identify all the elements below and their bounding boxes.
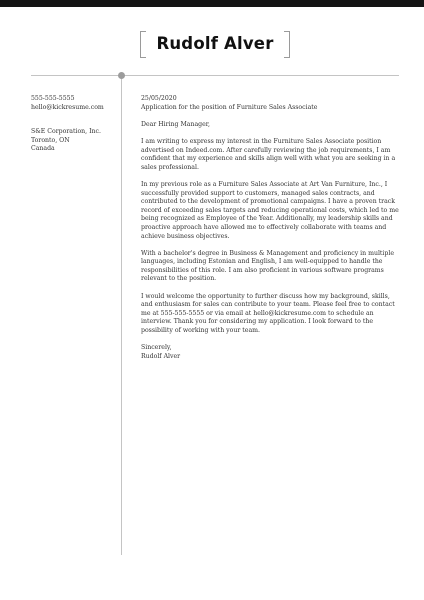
applicant-name: Rudolf Alver [156, 34, 274, 53]
top-bar [0, 0, 424, 7]
right-bracket [284, 31, 290, 58]
sender-contact [31, 95, 115, 112]
letter-paragraph: In my previous role as a Furniture Sales Associate at Art Van Furniture, Inc., I successfully provided support to customers, managed sales contracts, and contributed to the development of promotional campaigns. I have a proven track record of exceeding sales targets and reducing operational costs, which led to me being recognized as Employee of the Year. Additionally, my leadership skills and proactive approach have allowed me to effectively collaborate with teams and achieve business objectives. [141, 180, 399, 240]
divider-dot [118, 72, 125, 79]
recipient-city: Toronto, ON [31, 136, 70, 144]
name-header [140, 31, 290, 58]
recipient-country: Canada [31, 145, 55, 153]
letter-paragraph: I would welcome the opportunity to further discuss how my background, skills, and enthusiasm for sales can contribute to your team. Please feel free to contact me at 555-555-5555 or via email at hello@kickresume.com to schedule an interview. Thank you for considering my application. I look forward to the possibility of working with your team. [141, 292, 395, 335]
sender-email: hello@kickresume.com [31, 103, 104, 111]
letter-paragraph: I am writing to express my interest in the Furniture Sales Associate position advertised on Indeed.com. After carefully reviewing the job requirements, I am confident that my experience and skills align well with what you are seeking in a sales professional. [141, 137, 396, 171]
letter-subject: Application for the position of Furniture Sales Associate [141, 103, 318, 111]
letter-signature: Rudolf Alver [141, 352, 181, 360]
vertical-divider [121, 75, 122, 555]
letter-date: 25/05/2020 [141, 95, 177, 102]
recipient-company: S&E Corporation, Inc. [31, 128, 101, 135]
horizontal-divider [31, 75, 399, 76]
letter-greeting: Dear Hiring Manager, [141, 120, 211, 128]
letter-paragraph: With a bachelor's degree in Business & Management and proficiency in multiple languages, including Estonian and English, I am well-equipped to handle the responsibilities of this role. I am also proficient in various software programs relevant to the position. [141, 249, 394, 283]
letter-body [141, 95, 399, 361]
recipient-address [31, 128, 115, 154]
sender-phone: 555-555-5555 [31, 95, 75, 102]
letter-closing: Sincerely, [141, 344, 172, 352]
